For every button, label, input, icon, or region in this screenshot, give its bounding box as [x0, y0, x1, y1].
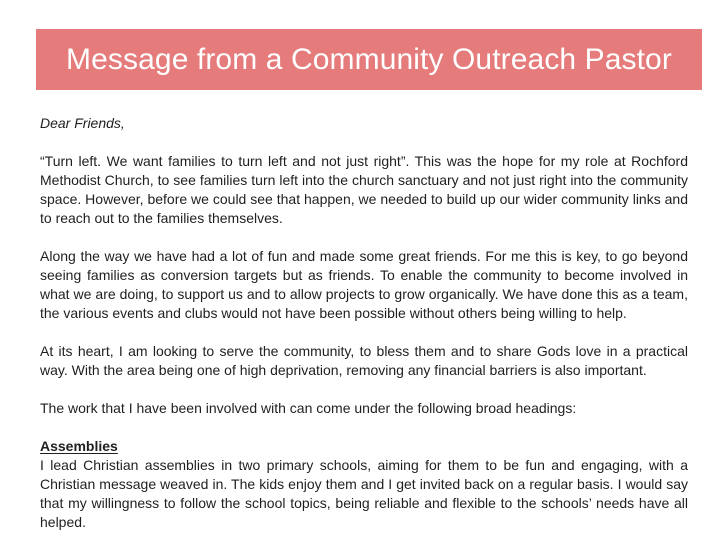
salutation: Dear Friends,: [40, 115, 125, 131]
paragraph-turn-left: “Turn left. We want families to turn left and not just right”. This was the hope for my role at Rochford Methodist Church, to see families turn left into the church sanctuary and not just right into the community space. However, before we could see that happen, we needed to build up our wider community links and to reach out to the families themselves.: [40, 153, 688, 226]
section-heading-assemblies: Assemblies: [40, 438, 118, 454]
title-banner: [36, 29, 702, 90]
paragraph-assemblies: I lead Christian assemblies in two primary schools, aiming for them to be fun and engaging, with a Christian message weaved in. The kids enjoy them and I get invited back on a regular basis. I would say that my willingness to follow the school topics, being reliable and flexible to the schools’ needs have all helped.: [40, 457, 688, 530]
letter-body: [40, 114, 688, 532]
paragraph-broad-headings: The work that I have been involved with can come under the following broad headings:: [40, 400, 577, 416]
page-title: Message from a Community Outreach Pastor: [66, 42, 672, 76]
paragraph-fun-and-friends: Along the way we have had a lot of fun and made some great friends. For me this is key, to go beyond seeing families as conversion targets but as friends. To enable the community to become involved in what we are doing, to support us and to allow projects to grow organically. We have done this as a team, the various events and clubs would not have been possible without others being willing to help.: [40, 248, 688, 321]
paragraph-serve-community: At its heart, I am looking to serve the community, to bless them and to share Gods love in a practical way. With the area being one of high deprivation, removing any financial barriers is also important.: [40, 343, 688, 378]
